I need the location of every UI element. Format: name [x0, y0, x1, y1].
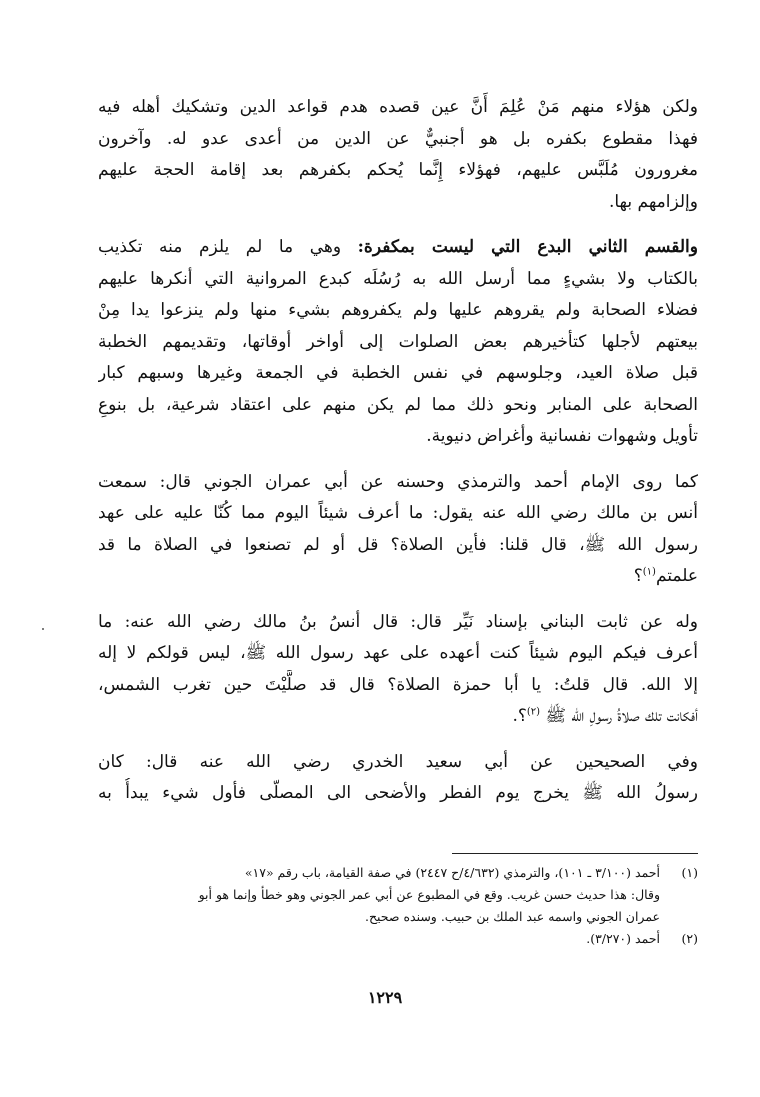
paragraph-4 — [98, 607, 698, 733]
text-line: الصحابة على المنابر ونحو ذلك مما لم يكن منهم على اعتقاد شرعية، بل بنوعِ — [98, 394, 698, 415]
footnote-ref[interactable]: (٢) — [526, 706, 541, 718]
text-line: فهذا مقطوع بكفره بل هو أجنبيٌّ عن الدين من أعدى عدو له. وآخرون — [98, 128, 698, 149]
footnote-line: وقال: هذا حديث حسن غريب. وقع في المطبوع عن أبي عمر الجوني وهو خطأ وإنما هو أبو — [198, 887, 660, 902]
footnote-line: أحمد (٣/١٠٠ ـ ١٠١)، والترمذي (٤/٦٣٢/ح ٢٤٤٧) في صفة القيامة، باب رقم «١٧» — [244, 865, 660, 880]
footnote-1 — [98, 862, 698, 928]
text-line: كما روى الإمام أحمد والترمذي وحسنه عن أبي عمران الجوني قال: سمعت — [98, 471, 698, 492]
footnote-number: (٢) — [681, 931, 698, 946]
page-number: ١٢٢٩ — [367, 988, 403, 1007]
footnote-text — [98, 928, 660, 950]
text-line: رسولُ الله ﷺ يخرج يوم الفطر والأضحى الى المصلّى فأول شيء يبدأُ به — [98, 783, 698, 803]
main-text — [98, 92, 698, 824]
paragraph-3 — [98, 467, 698, 593]
text-run: ؟ — [633, 566, 643, 586]
footnote-ref[interactable]: (١) — [642, 566, 656, 578]
text-run: أفكانت تلك صلاةُ رسولِ الله ﷺ — [545, 706, 698, 726]
paragraph-5 — [98, 747, 698, 810]
text-line: وفي الصحيحين عن أبي سعيد الخدري رضي الله عنه قال: كان — [98, 751, 698, 772]
text-line: بالكتاب ولا بشيءٍ مما أرسل الله به رُسُلَه كبدع المروانية التي أنكرها عليهم — [98, 268, 698, 289]
text-line: أنس بن مالك رضي الله عنه يقول: ما أعرف شيئاً اليوم مما كُنّا عليه على عهد — [98, 503, 698, 523]
text-line: إلا الله. قال قلتُ: يا أبا حمزة الصلاة؟ قال قد صلَّيْتَ حين تغرب الشمس، — [98, 674, 698, 695]
footnote-line: أحمد (٣/٢٧٠). — [586, 931, 660, 946]
text-line — [98, 561, 698, 593]
footnotes — [98, 862, 698, 950]
footnote-divider — [452, 853, 698, 854]
text-line: ولكن هؤلاء منهم مَنْ عُلِمَ أَنَّ عين قصده هدم قواعد الدين وتشكيك أهله فيه — [98, 97, 698, 117]
text-line: بيعتهم لأجلها كتأخيرهم بعض الصلوات إلى أواخر أوقاتها، وتقديمهم الخطبة — [98, 331, 698, 352]
section-lead: والقسم الثاني البدع التي ليست بمكفرة: — [357, 237, 698, 257]
text-line: قبل صلاة العيد، وجلوسهم في نفس الخطبة في الجمعة وغيرها وسبهم كبار — [98, 363, 698, 383]
footnote-2 — [98, 928, 698, 950]
text-line — [98, 232, 698, 264]
paragraph-1 — [98, 92, 698, 218]
text-line: رسول الله ﷺ، قال قلنا: فأين الصلاة؟ قل أو لم تصنعوا في الصلاة ما قد — [98, 534, 698, 555]
margin-mark — [42, 628, 44, 630]
text-line: وإلزامهم بها. — [608, 191, 698, 212]
text-line: أعرف فيكم اليوم شيئاً كنت أعهده على عهد رسول الله ﷺ، ليس قولكم لا إله — [98, 643, 698, 663]
text-line: مغرورون مُلَبَّس عليهم، فهؤلاء إِنَّما يُحكم بكفرهم بعد إقامة الحجة عليهم — [98, 160, 698, 180]
paragraph-2 — [98, 232, 698, 453]
text-run: علمتم — [655, 566, 698, 586]
footnote-line: عمران الجوني واسمه عبد الملك بن حبيب. وسنده صحيح. — [364, 909, 660, 924]
text-run: ؟. — [512, 706, 527, 726]
text-line — [98, 701, 698, 733]
text-line: تأويل وشهوات نفسانية وأغراض دنيوية. — [426, 426, 698, 446]
text-line: فضلاء الصحابة ولم يقروهم عليها ولم يكفروهم بشيء منها ولم ينزعوا يدا مِنْ — [98, 300, 698, 320]
footnote-text — [98, 862, 660, 928]
text-line: وله عن ثابت البناني بإسناد نَيِّر قال: قال أنسُ بنُ مالك رضي الله عنه: ما — [98, 611, 698, 632]
text-run: وهي ما لم يلزم منه تكذيب — [98, 237, 358, 257]
footnote-number: (١) — [681, 865, 698, 880]
